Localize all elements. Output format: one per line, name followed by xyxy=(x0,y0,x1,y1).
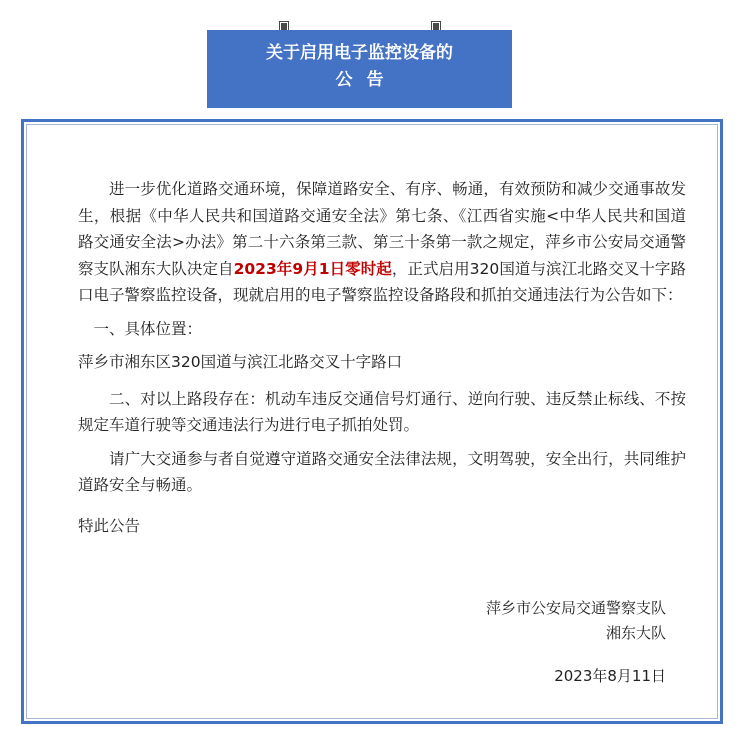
appeal-paragraph: 请广大交通参与者自觉遵守道路交通安全法律法规，文明驾驶，安全出行，共同维护道路安全与畅通。 xyxy=(78,449,686,494)
signature-unit: 湘东大队 xyxy=(605,624,666,642)
effective-date-highlight: 2023年9月1日零时起 xyxy=(233,259,392,278)
intro-text-after: ，正式启用320国道与滨江北路交叉十字路口电子警察监控设备，现就启用的电子警察监控设备路段和抓拍交通违法行为公告如下： xyxy=(78,259,686,304)
section1-location: 萍乡市湘东区320国道与滨江北路交叉十字路口 xyxy=(78,353,403,371)
notice-body xyxy=(78,176,686,539)
notice-title-line2: 公告 xyxy=(335,70,398,90)
section2-paragraph: 二、对以上路段存在：机动车违反交通信号灯通行、逆向行驶、违反禁止标线、不按规定车道行驶等交通违法行为进行电子抓拍处罚。 xyxy=(78,389,686,434)
closing-text: 特此公告 xyxy=(78,516,141,535)
signature-org: 萍乡市公安局交通警察支队 xyxy=(485,599,666,617)
section1-heading: 一、具体位置： xyxy=(93,319,203,338)
intro-text-before: 进一步优化道路交通环境，保障道路安全、有序、畅通，有效预防和减少交通事故发生，根据《中华人民共和国道路交通安全法》第七条、《江西省实施<中华人民共和国道路交通安全法>办法》第二十六条第三款、第三十条第一款之规定，萍乡市公安局交通警察支队湘东大队决定自 xyxy=(78,180,686,278)
notice-title-banner xyxy=(207,30,512,108)
signature-date: 2023年8月11日 xyxy=(554,667,666,685)
intro-paragraph xyxy=(78,176,686,309)
notice-title-line1: 关于启用电子监控设备的 xyxy=(266,43,453,63)
